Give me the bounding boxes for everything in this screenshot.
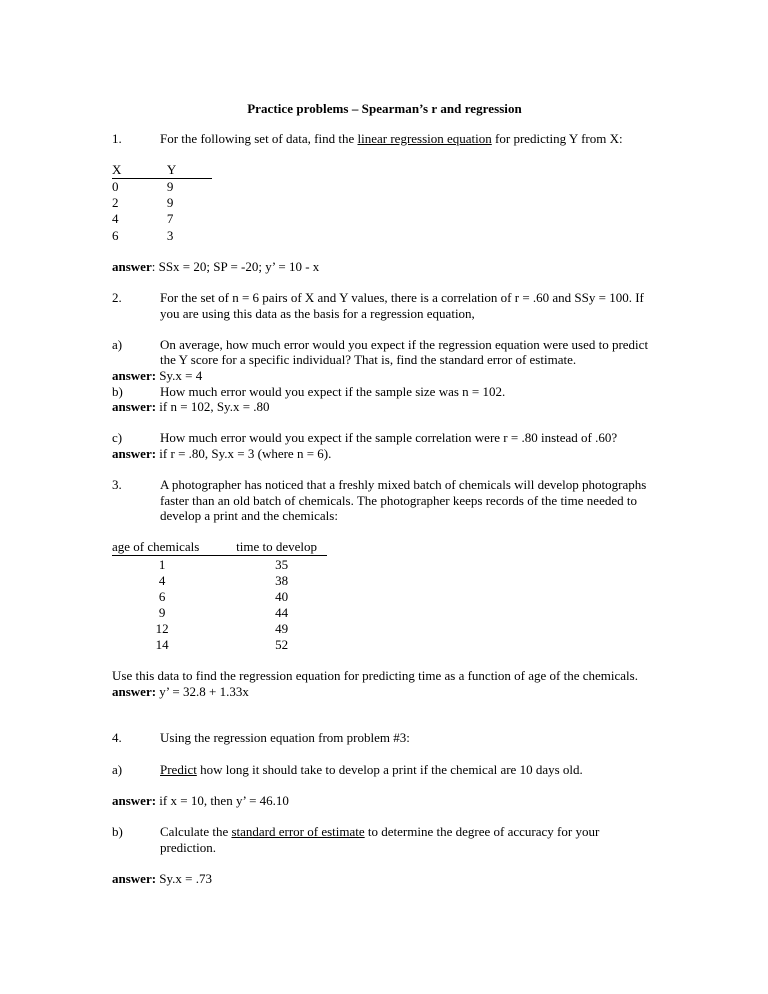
problem-2-part-c-label: c) <box>112 430 123 446</box>
document-body <box>112 101 657 886</box>
problem-1-answer <box>112 259 657 275</box>
column-header-age: age of chemicals <box>112 539 212 555</box>
cell-age: 9 <box>158 604 166 620</box>
problem-2-part-a-answer-text: Sy.x = 4 <box>156 367 203 383</box>
problem-2-part-b-label: b) <box>112 383 123 399</box>
table-header-row <box>112 539 327 555</box>
column-header-time: time to develop <box>212 539 327 555</box>
cell-time: 38 <box>275 572 289 588</box>
problem-2-part-a-answer-label: answer: <box>112 367 157 383</box>
page-title: Practice problems – Spearman’s r and regression <box>247 101 522 116</box>
cell-time: 52 <box>275 637 289 652</box>
problem-1-underlined-term: linear regression equation <box>357 131 492 146</box>
table-row <box>112 227 212 243</box>
cell-time: 44 <box>275 604 289 620</box>
problem-2 <box>112 290 657 321</box>
problem-4-part-a-text-after: how long it should take to develop a print if the chemical are 10 days old. <box>196 761 583 777</box>
problem-4-part-a-answer <box>112 793 657 809</box>
problem-4 <box>112 730 657 746</box>
problem-2-part-b <box>112 384 657 400</box>
problem-4-part-a-answer-label: answer: <box>112 792 157 808</box>
problem-4-number: 4. <box>112 730 122 746</box>
problem-4-part-a-underlined-term: Predict <box>160 761 197 777</box>
problem-3 <box>112 477 657 524</box>
cell-age: 6 <box>158 588 166 604</box>
problem-1-answer-text: SSx = 20; SP = -20; y’ = 10 - x <box>158 258 320 274</box>
problem-1-text-before: For the following set of data, find the <box>160 131 358 146</box>
table-row <box>112 211 212 227</box>
cell-x: 0 <box>112 179 119 195</box>
cell-time: 40 <box>275 588 289 604</box>
problem-4-part-b-answer-text: Sy.x = .73 <box>156 870 213 886</box>
problem-1-answer-separator: : <box>151 258 159 274</box>
problem-3-number: 3. <box>112 477 122 493</box>
cell-x: 4 <box>112 211 119 227</box>
cell-y: 9 <box>166 195 174 211</box>
problem-2-part-a-text: On average, how much error would you expect if the regression equation were used to predict the Y score for a specific individual? That is, find the standard error of estimate. <box>160 336 649 368</box>
table-header-row <box>112 162 212 178</box>
column-header-x: X <box>112 162 141 178</box>
problem-2-part-c-answer-text: if r = .80, Sy.x = 3 (where n = 6). <box>156 445 332 461</box>
cell-y: 9 <box>166 179 174 195</box>
problem-1 <box>112 131 657 147</box>
problem-3-answer-text: y’ = 32.8 + 1.33x <box>156 683 249 699</box>
problem-2-number: 2. <box>112 289 122 305</box>
cell-time: 49 <box>275 620 289 636</box>
table-row <box>112 572 327 588</box>
problem-1-number: 1. <box>112 131 122 146</box>
cell-time: 35 <box>275 556 289 572</box>
problem-3-instruction: Use this data to find the regression equation for predicting time as a function of age of the chemicals. <box>112 668 638 684</box>
problem-4-part-b-label: b) <box>112 823 123 839</box>
table-row <box>112 588 327 604</box>
cell-x: 6 <box>112 227 119 243</box>
problem-4-text: Using the regression equation from problem #3: <box>160 730 410 746</box>
problem-1-data-table <box>112 162 212 243</box>
problem-4-part-b-text <box>160 824 657 855</box>
problem-3-answer <box>112 684 657 700</box>
cell-age: 4 <box>158 572 166 588</box>
problem-2-part-b-answer <box>112 399 657 415</box>
table-row <box>112 178 212 195</box>
problem-4-part-b <box>112 824 657 855</box>
problem-4-part-b-answer-label: answer: <box>112 870 157 886</box>
problem-2-part-a-label: a) <box>112 336 123 352</box>
problem-2-part-c-answer <box>112 446 657 462</box>
problem-2-part-a <box>112 337 657 368</box>
problem-2-part-c-text: How much error would you expect if the sample correlation were r = .80 instead of .60? <box>160 430 618 446</box>
problem-2-part-b-text: How much error would you expect if the sample size was n = 102. <box>160 383 506 399</box>
problem-4-part-a-label: a) <box>112 761 123 777</box>
cell-age: 1 <box>158 556 166 572</box>
table-row <box>112 195 212 211</box>
column-header-y: Y <box>141 162 212 178</box>
problem-3-data-table <box>112 539 327 652</box>
problem-1-answer-label: answer <box>112 258 152 274</box>
table-row <box>112 620 327 636</box>
problem-4-part-b-answer <box>112 871 657 887</box>
problem-2-part-c <box>112 430 657 446</box>
problem-2-part-b-answer-text: if n = 102, Sy.x = .80 <box>156 399 270 415</box>
table-row <box>112 556 327 573</box>
cell-age: 14 <box>155 637 169 652</box>
problem-3-text: A photographer has noticed that a freshly mixed batch of chemicals will develop photographs faster than an old batch of chemicals. The photographer keeps records of the time needed to develop a print and the chemicals: <box>160 477 647 524</box>
problem-4-part-b-underlined-term: standard error of estimate <box>231 823 365 839</box>
problem-1-text <box>160 131 657 147</box>
problem-4-part-a-answer-text: if x = 10, then y’ = 46.10 <box>156 792 289 808</box>
table-row <box>112 604 327 620</box>
problem-2-text: For the set of n = 6 pairs of X and Y values, there is a correlation of r = .60 and SSy = 100. If you are using this data as the basis for a regression equation, <box>160 289 644 321</box>
cell-y: 7 <box>166 211 174 227</box>
problem-4-part-a <box>112 762 657 778</box>
cell-x: 2 <box>112 195 119 211</box>
problem-4-part-a-text <box>160 762 657 778</box>
problem-2-part-b-answer-label: answer: <box>112 399 157 415</box>
problem-2-part-c-answer-label: answer: <box>112 445 157 461</box>
table-row <box>112 637 327 653</box>
problem-4-part-b-text-before: Calculate the <box>160 823 232 839</box>
problem-3-answer-label: answer: <box>112 683 157 699</box>
problem-1-text-after: for predicting Y from X: <box>491 131 623 146</box>
problem-4-part-b-text-after: to determine the degree of accuracy for your prediction. <box>160 823 600 855</box>
cell-age: 12 <box>155 620 169 636</box>
cell-y: 3 <box>166 227 174 243</box>
problem-2-part-a-answer <box>112 368 657 384</box>
